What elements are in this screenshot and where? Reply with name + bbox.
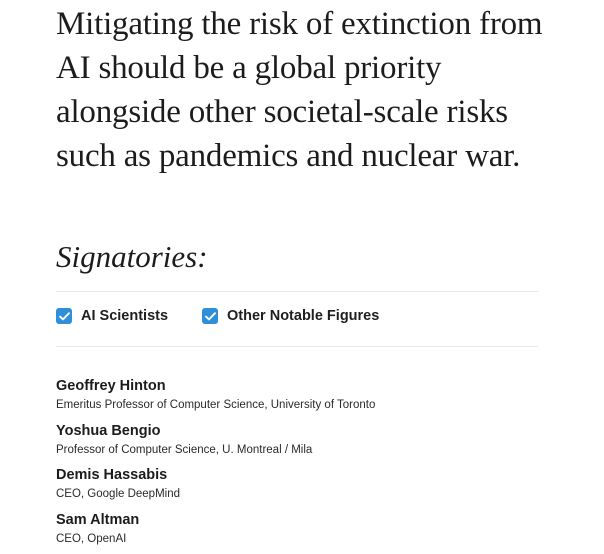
signatory-title: CEO, Google DeepMind xyxy=(56,485,375,503)
statement-line: such as pandemics and nuclear war. xyxy=(56,138,520,174)
signatory-name: Sam Altman xyxy=(56,510,375,530)
signatory-filters xyxy=(56,308,413,324)
signatory-title: Professor of Computer Science, U. Montreal / Mila xyxy=(56,441,375,459)
signatory-item xyxy=(56,465,375,510)
statement-line: Mitigating the risk of extinction from xyxy=(56,6,542,42)
signatory-name: Demis Hassabis xyxy=(56,465,375,485)
filter-label: Other Notable Figures xyxy=(227,308,379,324)
other-notable-figures-checkbox[interactable] xyxy=(202,308,218,324)
signatory-title: Emeritus Professor of Computer Science, University of Toronto xyxy=(56,396,375,414)
ai-scientists-checkbox[interactable] xyxy=(56,308,72,324)
filter-other-notable-figures[interactable] xyxy=(202,308,379,324)
signatory-name: Yoshua Bengio xyxy=(56,421,375,441)
statement-line: AI should be a global priority xyxy=(56,50,441,86)
divider xyxy=(56,291,538,292)
divider xyxy=(56,346,538,347)
signatory-item xyxy=(56,421,375,466)
signatory-title: CEO, OpenAI xyxy=(56,530,375,548)
checkmark-icon xyxy=(205,312,216,321)
filter-label: AI Scientists xyxy=(81,308,168,324)
statement-line: alongside other societal-scale risks xyxy=(56,94,508,130)
signatories-heading: Signatories: xyxy=(56,237,208,277)
checkmark-icon xyxy=(59,312,70,321)
signatory-name: Geoffrey Hinton xyxy=(56,376,375,396)
signatory-list xyxy=(56,376,375,554)
signatory-item xyxy=(56,376,375,421)
statement-heading xyxy=(56,2,596,178)
filter-ai-scientists[interactable] xyxy=(56,308,168,324)
signatory-item xyxy=(56,510,375,554)
